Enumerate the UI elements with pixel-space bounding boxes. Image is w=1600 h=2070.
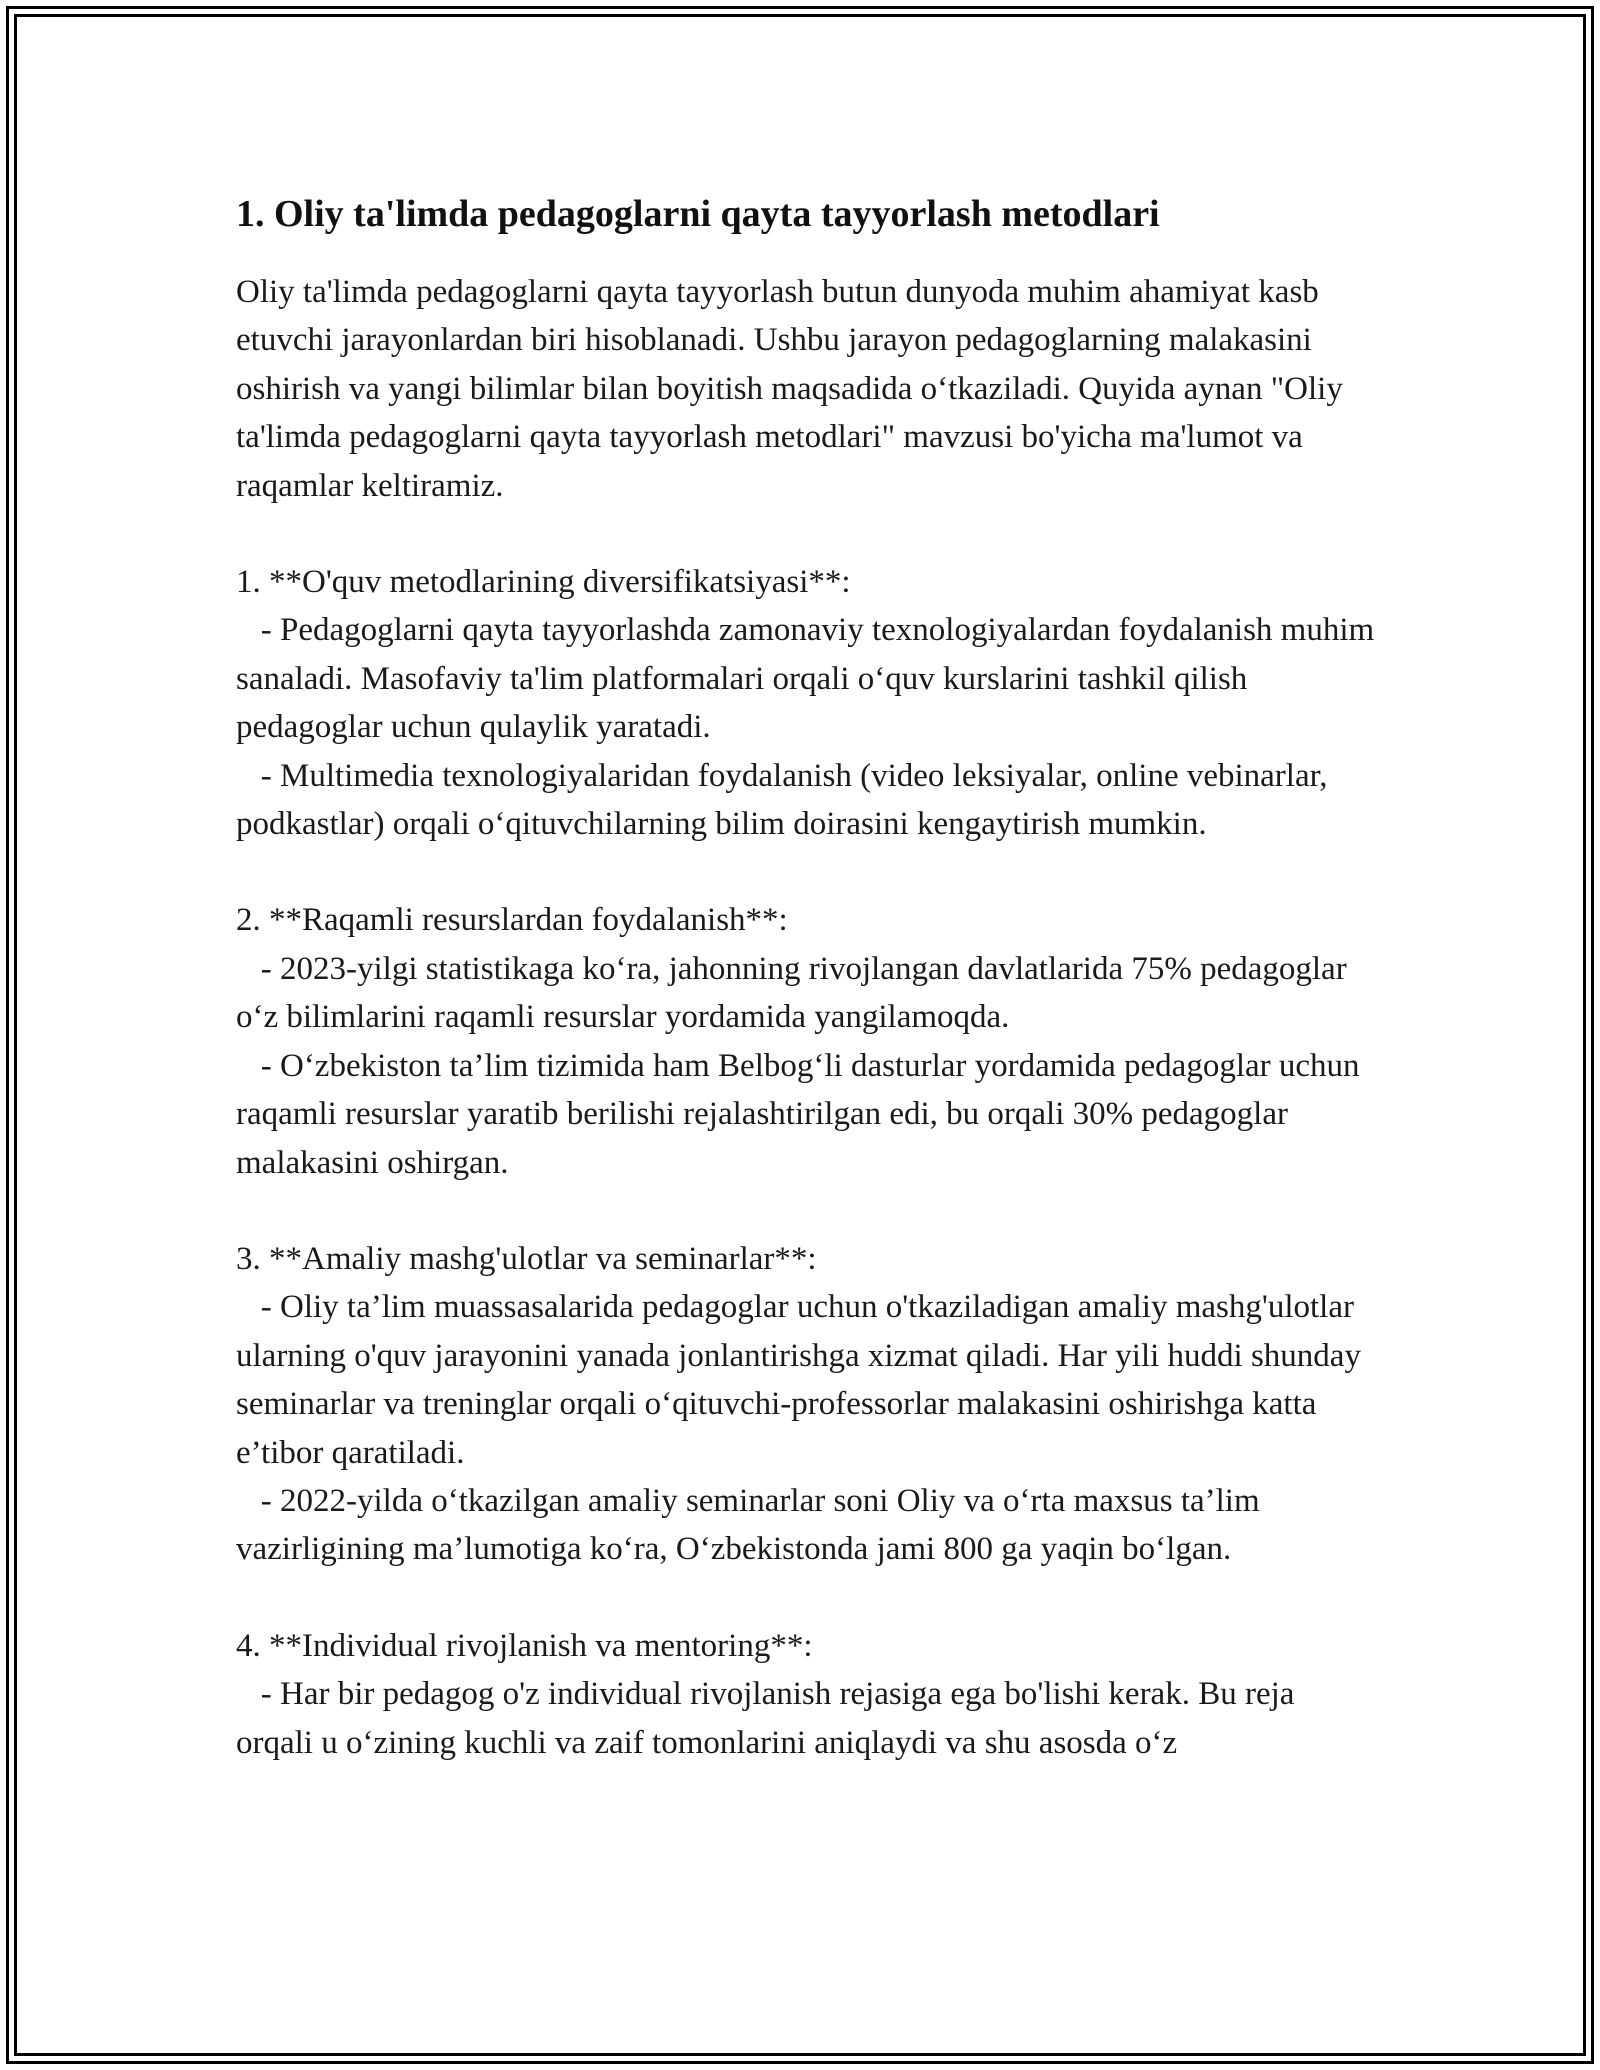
section-2 [236,896,1376,1186]
document-heading: 1. Oliy ta'limda pedagoglarni qayta tayyorlash metodlari [236,193,1160,235]
section-3 [236,1235,1376,1574]
section-gap [236,1574,1376,1622]
section-title: 4. **Individual rivojlanish va mentoring**: [236,1627,813,1664]
section-bullet: - 2023-yilgi statistikaga ko‘ra, jahonning rivojlangan davlatlarida 75% pedagoglar o‘z bilimlarini raqamli resurslar yordamida yangilamoqda. [236,950,1355,1036]
section-bullet: - O‘zbekiston ta’lim tizimida ham Belbog‘li dasturlar yordamida pedagoglar uchun raqamli resurslar yaratib berilishi rejalashtirilgan edi, bu orqali 30% pedagoglar malakasini oshirgan. [236,1047,1368,1181]
section-gap [236,1187,1376,1235]
section-title: 2. **Raqamli resurslardan foydalanish**: [236,902,788,939]
section-title: 1. **O'quv metodlarining diversifikatsiyasi**: [236,564,851,601]
section-4 [236,1622,1376,1767]
section-gap [236,848,1376,896]
section-bullet: - 2022-yilda o‘tkazilgan amaliy seminarlar soni Oliy va o‘rta maxsus ta’lim vazirligining ma’lumotiga ko‘ra, O‘zbekistonda jami 800 ga yaqin bo‘lgan. [236,1482,1268,1568]
section-bullet: - Oliy ta’lim muassasalarida pedagoglar uchun o'tkaziladigan amaliy mashg'ulotlar ularning o'quv jarayonini yanada jonlantirishga xizmat qiladi. Har yili huddi shunday seminarlar va treninglar orqali o‘qituvchi-professorlar malakasini oshirishga katta e’tibor qaratiladi. [236,1289,1370,1471]
intro-paragraph: Oliy ta'limda pedagoglarni qayta tayyorlash butun dunyoda muhim ahamiyat kasb etuvchi jarayonlardan biri hisoblanadi. Ushbu jarayon pedagoglarning malakasini oshirish va yangi bilimlar bilan boyitish maqsadida o‘tkaziladi. Quyida aynan "Oliy ta'limda pedagoglarni qayta tayyorlash metodlari" mavzusi bo'yicha ma'lumot va raqamlar keltiramiz. [236,274,1352,504]
section-title: 3. **Amaliy mashg'ulotlar va seminarlar**: [236,1240,817,1277]
section-bullet: - Har bir pedagog o'z individual rivojlanish rejasiga ega bo'lishi kerak. Bu reja orqali u o‘zining kuchli va zaif tomonlarini aniqlaydi va shu asosda o‘z [236,1676,1303,1761]
section-gap [236,510,1376,558]
section-bullet: - Multimedia texnologiyalaridan foydalanish (video leksiyalar, online vebinarlar, podkastlar) orqali o‘qituvchilarning bilim doirasini kengaytirish mumkin. [236,757,1336,843]
section-bullet: - Pedagoglarni qayta tayyorlashda zamonaviy texnologiyalardan foydalanish muhim sanaladi. Masofaviy ta'lim platformalari orqali o‘quv kurslarini tashkil qilish pedagoglar uchun qulaylik yaratadi. [236,612,1383,746]
section-1 [236,558,1383,848]
document-body [236,188,1383,1767]
